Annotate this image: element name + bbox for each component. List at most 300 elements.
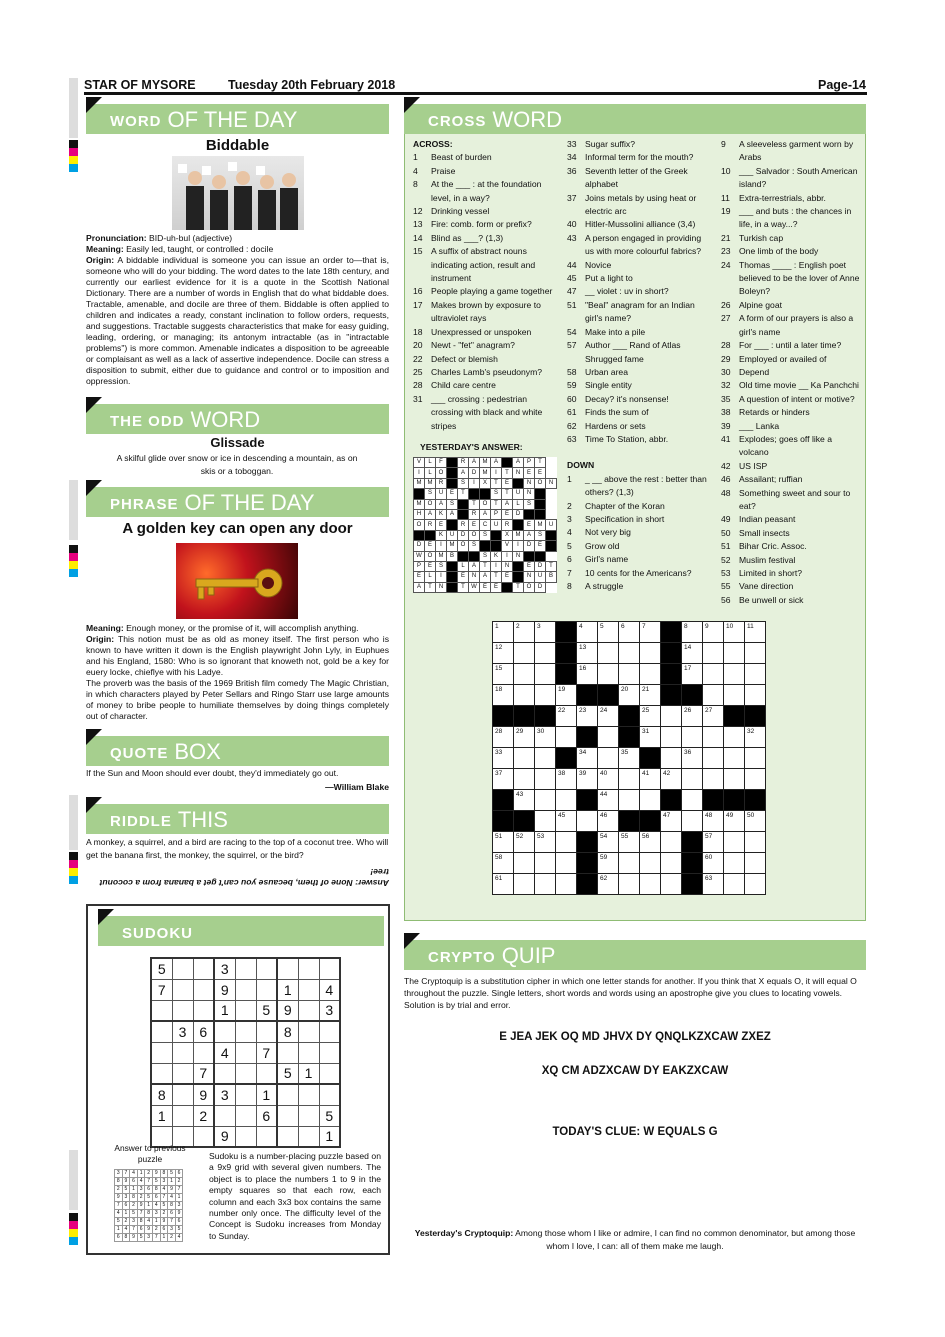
yesterday-cell: D bbox=[535, 582, 546, 592]
crossword-cell[interactable] bbox=[640, 643, 661, 664]
crossword-cell[interactable] bbox=[619, 664, 640, 685]
riddle-text: A monkey, a squirrel, and a bird are racing to the top of a coconut tree. Who will get the banana first, the monkey, the squirrel, or the bird? bbox=[86, 837, 389, 860]
crossword-cell[interactable] bbox=[556, 727, 577, 748]
crossword-cell[interactable] bbox=[724, 832, 745, 853]
crossword-cell[interactable] bbox=[535, 769, 556, 790]
crossword-cell[interactable] bbox=[745, 874, 766, 895]
crossword-cell[interactable]: 24 bbox=[598, 706, 619, 727]
banner-notch bbox=[98, 909, 114, 925]
crossword-cell[interactable] bbox=[598, 643, 619, 664]
crossword-cell[interactable] bbox=[493, 790, 514, 811]
crossword-cell[interactable] bbox=[577, 832, 598, 853]
sudoku-cell[interactable]: 5 bbox=[277, 1063, 298, 1084]
sudoku-answer-label: Answer to previous puzzle bbox=[114, 1143, 186, 1164]
crossword-cell[interactable]: 3 bbox=[535, 622, 556, 643]
sudoku-cell[interactable] bbox=[151, 1042, 172, 1063]
sudoku-cell[interactable]: 7 bbox=[193, 1063, 214, 1084]
sudoku-cell[interactable]: 1 bbox=[214, 1000, 235, 1021]
crossword-cell[interactable] bbox=[556, 622, 577, 643]
sudoku-cell[interactable] bbox=[151, 1021, 172, 1042]
crossword-cell[interactable]: 19 bbox=[556, 685, 577, 706]
crossword-cell[interactable]: 22 bbox=[556, 706, 577, 727]
sudoku-cell[interactable] bbox=[172, 1063, 193, 1084]
crossword-cell[interactable] bbox=[577, 727, 598, 748]
crossword-cell[interactable] bbox=[577, 685, 598, 706]
sudoku-cell[interactable] bbox=[277, 958, 298, 979]
crossword-cell[interactable] bbox=[556, 748, 577, 769]
crossword-cell[interactable] bbox=[682, 874, 703, 895]
crossword-cell[interactable] bbox=[661, 790, 682, 811]
crossword-cell[interactable] bbox=[556, 790, 577, 811]
crossword-cell[interactable] bbox=[661, 664, 682, 685]
sudoku-cell[interactable]: 1 bbox=[151, 1105, 172, 1126]
crossword-cell[interactable] bbox=[661, 727, 682, 748]
crossword-cell[interactable]: 53 bbox=[535, 832, 556, 853]
sudoku-cell[interactable] bbox=[193, 1126, 214, 1147]
crossword-cell[interactable]: 47 bbox=[661, 811, 682, 832]
crossword-cell[interactable]: 56 bbox=[640, 832, 661, 853]
crossword-cell[interactable] bbox=[619, 874, 640, 895]
crossword-cell[interactable] bbox=[619, 643, 640, 664]
sudoku-cell[interactable]: 9 bbox=[214, 1126, 235, 1147]
crossword-cell[interactable]: 14 bbox=[682, 643, 703, 664]
crossword-cell[interactable] bbox=[640, 748, 661, 769]
crossword-cell[interactable] bbox=[661, 685, 682, 706]
clue-item bbox=[413, 379, 558, 392]
sudoku-cell[interactable] bbox=[298, 958, 319, 979]
crossword-cell[interactable] bbox=[514, 664, 535, 685]
crossword-cell[interactable]: 63 bbox=[703, 874, 724, 895]
clue-item bbox=[721, 393, 861, 406]
crossword-cell[interactable] bbox=[514, 706, 535, 727]
sudoku-cell[interactable]: 7 bbox=[256, 1042, 277, 1063]
crossword-cell[interactable]: 18 bbox=[493, 685, 514, 706]
clue-text: Hitler-Mussolini alliance (3,4) bbox=[585, 219, 696, 230]
sudoku-cell[interactable] bbox=[172, 958, 193, 979]
crossword-cell[interactable]: 7 bbox=[640, 622, 661, 643]
crossword-cell[interactable] bbox=[556, 664, 577, 685]
sudoku-cell[interactable] bbox=[235, 1126, 256, 1147]
crossword-cell[interactable]: 57 bbox=[703, 832, 724, 853]
crossword-cell[interactable] bbox=[661, 748, 682, 769]
sudoku-cell[interactable] bbox=[256, 958, 277, 979]
crossword-cell[interactable]: 9 bbox=[703, 622, 724, 643]
crossword-cell[interactable] bbox=[514, 853, 535, 874]
sudoku-cell[interactable] bbox=[151, 1000, 172, 1021]
crossword-cell[interactable]: 43 bbox=[514, 790, 535, 811]
sudoku-cell[interactable] bbox=[214, 1063, 235, 1084]
yesterday-cell: N bbox=[524, 478, 535, 488]
sudoku-cell[interactable] bbox=[193, 979, 214, 1000]
crossword-cell[interactable]: 21 bbox=[640, 685, 661, 706]
crossword-cell[interactable] bbox=[556, 853, 577, 874]
crossword-cell[interactable] bbox=[577, 853, 598, 874]
crossword-cell[interactable]: 58 bbox=[493, 853, 514, 874]
crossword-cell[interactable] bbox=[682, 832, 703, 853]
sudoku-cell[interactable] bbox=[277, 1084, 298, 1105]
sudoku-cell[interactable] bbox=[172, 979, 193, 1000]
crossword-cell[interactable] bbox=[514, 643, 535, 664]
crossword-cell[interactable] bbox=[682, 685, 703, 706]
crossword-cell[interactable] bbox=[661, 874, 682, 895]
sudoku-cell[interactable]: 9 bbox=[214, 979, 235, 1000]
crossword-cell[interactable]: 48 bbox=[703, 811, 724, 832]
crossword-cell[interactable]: 11 bbox=[745, 622, 766, 643]
clue-text: Make into a pile bbox=[585, 326, 646, 337]
sudoku-cell[interactable]: 5 bbox=[256, 1000, 277, 1021]
crossword-cell[interactable]: 35 bbox=[619, 748, 640, 769]
sudoku-cell[interactable] bbox=[319, 1042, 340, 1063]
crossword-cell[interactable]: 25 bbox=[640, 706, 661, 727]
sudoku-cell[interactable]: 8 bbox=[277, 1021, 298, 1042]
crossword-cell[interactable] bbox=[661, 643, 682, 664]
crossword-cell[interactable] bbox=[556, 643, 577, 664]
crossword-cell[interactable]: 34 bbox=[577, 748, 598, 769]
sudoku-cell[interactable]: 9 bbox=[277, 1000, 298, 1021]
crossword-cell[interactable]: 62 bbox=[598, 874, 619, 895]
sudoku-cell[interactable] bbox=[235, 1000, 256, 1021]
crossword-cell[interactable] bbox=[640, 811, 661, 832]
crossword-cell[interactable] bbox=[745, 769, 766, 790]
sudoku-cell[interactable]: 4 bbox=[214, 1042, 235, 1063]
crossword-cell[interactable] bbox=[745, 643, 766, 664]
crossword-cell[interactable] bbox=[745, 832, 766, 853]
cryptoquip-intro: The Cryptoquip is a substitution cipher in which one letter stands for another. If you think that X equals O, it will equal O throughout the puzzle. Single letters, short words and words using an apostrophe give you clues to locating vowels. Solution is by trial and error. bbox=[404, 976, 857, 1010]
yesterday-cell: A bbox=[524, 530, 535, 540]
crossword-cell[interactable] bbox=[724, 748, 745, 769]
crossword-cell[interactable] bbox=[661, 622, 682, 643]
sudoku-cell[interactable]: 1 bbox=[298, 1063, 319, 1084]
crossword-cell[interactable]: 30 bbox=[535, 727, 556, 748]
sudoku-cell[interactable] bbox=[256, 1126, 277, 1147]
crossword-cell[interactable] bbox=[535, 706, 556, 727]
yesterday-cell: R bbox=[502, 520, 513, 530]
sudoku-cell[interactable]: 5 bbox=[151, 958, 172, 979]
sudoku-cell[interactable] bbox=[319, 1063, 340, 1084]
crossword-cell[interactable]: 39 bbox=[577, 769, 598, 790]
sudoku-cell[interactable] bbox=[277, 1105, 298, 1126]
yesterday-cell: D bbox=[513, 509, 524, 519]
sudoku-cell[interactable] bbox=[172, 1000, 193, 1021]
crossword-cell[interactable] bbox=[703, 664, 724, 685]
crossword-cell[interactable] bbox=[682, 853, 703, 874]
clue-item bbox=[567, 151, 712, 164]
crossword-cell[interactable]: 61 bbox=[493, 874, 514, 895]
crossword-cell[interactable] bbox=[619, 769, 640, 790]
sudoku-cell[interactable]: 1 bbox=[256, 1084, 277, 1105]
crossword-cell[interactable] bbox=[493, 811, 514, 832]
crossword-cell[interactable]: 8 bbox=[682, 622, 703, 643]
crossword-cell[interactable] bbox=[535, 664, 556, 685]
yesterday-cell bbox=[447, 561, 458, 571]
sudoku-cell[interactable] bbox=[235, 1042, 256, 1063]
crossword-cell[interactable] bbox=[724, 643, 745, 664]
yesterday-cell: E bbox=[447, 489, 458, 499]
sudoku-cell[interactable] bbox=[193, 1000, 214, 1021]
crossword-cell[interactable]: 13 bbox=[577, 643, 598, 664]
crossword-grid[interactable] bbox=[492, 621, 766, 895]
crossword-cell[interactable] bbox=[703, 769, 724, 790]
sudoku-cell[interactable]: 3 bbox=[319, 1000, 340, 1021]
crossword-cell[interactable]: 28 bbox=[493, 727, 514, 748]
crossword-cell[interactable] bbox=[619, 706, 640, 727]
yesterday-cell bbox=[502, 458, 513, 468]
sudoku-cell[interactable] bbox=[298, 1000, 319, 1021]
yesterday-cell: X bbox=[480, 478, 491, 488]
crossword-cell[interactable] bbox=[577, 790, 598, 811]
crossword-cell[interactable] bbox=[598, 685, 619, 706]
clue-text: Informal term for the mouth? bbox=[585, 152, 694, 163]
crossword-cell[interactable] bbox=[745, 853, 766, 874]
crossword-cell[interactable] bbox=[745, 664, 766, 685]
yesterday-cell: K bbox=[436, 509, 447, 519]
crossword-cell[interactable]: 27 bbox=[703, 706, 724, 727]
sudoku-cell[interactable] bbox=[172, 1084, 193, 1105]
crossword-cell[interactable] bbox=[724, 853, 745, 874]
crossword-cell[interactable]: 2 bbox=[514, 622, 535, 643]
sudoku-cell[interactable]: 9 bbox=[193, 1084, 214, 1105]
sudoku-cell[interactable] bbox=[277, 1126, 298, 1147]
crossword-cell[interactable]: 52 bbox=[514, 832, 535, 853]
sudoku-cell[interactable] bbox=[319, 1021, 340, 1042]
sudoku-answer-cell: 9 bbox=[160, 1218, 168, 1226]
yesterday-cell: A bbox=[425, 509, 436, 519]
sudoku-cell[interactable]: 7 bbox=[151, 979, 172, 1000]
crossword-cell[interactable] bbox=[724, 706, 745, 727]
word-of-day-body: Pronunciation: BID-uh-bul (adjective) Meaning: Easily led, taught, or controlled : docile Origin: A biddable individual is someone you can issue an order to—that is, someone who will do your bidding. The word dates to the late 18th century, and currently our earliest evidence for it is a quote in the Scottish National Dictionary. There are a number of words in English that do what biddable does. Tractable, amenable, and docile are three of them. Biddable is often applied to children and indicates a ready, constant inclination to follow orders, requests, and suggestions. Tractable suggests characteristics that make for easy guiding, leading, ordering, or managing; its antonym intractable (as in "intractable problems") is more common. Amenable indicates a disposition to be agreeable or complaisant as well as a lack of assertive independence. Docile can stress a disposition to submit, either due to guidance and control or to imposition and oppression. bbox=[86, 233, 389, 386]
sudoku-cell[interactable]: 6 bbox=[193, 1021, 214, 1042]
crossword-cell[interactable] bbox=[661, 706, 682, 727]
sudoku-cell[interactable]: 5 bbox=[319, 1105, 340, 1126]
sudoku-cell[interactable] bbox=[298, 1126, 319, 1147]
sudoku-answer-grid bbox=[114, 1169, 183, 1242]
banner-notch bbox=[86, 797, 102, 813]
crossword-cell[interactable] bbox=[724, 727, 745, 748]
crossword-cell[interactable]: 6 bbox=[619, 622, 640, 643]
clue-item bbox=[567, 232, 712, 259]
crossword-cell[interactable]: 60 bbox=[703, 853, 724, 874]
crossword-cell[interactable] bbox=[703, 643, 724, 664]
clue-number: 31 bbox=[413, 393, 423, 404]
crossword-cell[interactable] bbox=[514, 874, 535, 895]
sudoku-cell[interactable]: 3 bbox=[214, 1084, 235, 1105]
crossword-cell[interactable]: 26 bbox=[682, 706, 703, 727]
crossword-cell[interactable] bbox=[661, 832, 682, 853]
crossword-cell[interactable]: 31 bbox=[640, 727, 661, 748]
crossword-cell[interactable] bbox=[535, 685, 556, 706]
clue-text: ___ Lanka bbox=[739, 420, 780, 431]
yesterday-cell bbox=[447, 478, 458, 488]
crossword-cell[interactable] bbox=[661, 853, 682, 874]
crossword-cell[interactable] bbox=[535, 853, 556, 874]
sudoku-cell[interactable] bbox=[256, 979, 277, 1000]
crossword-cell[interactable] bbox=[514, 748, 535, 769]
sudoku-cell[interactable]: 1 bbox=[277, 979, 298, 1000]
sudoku-cell[interactable] bbox=[319, 1084, 340, 1105]
sudoku-cell[interactable] bbox=[214, 1021, 235, 1042]
sudoku-answer-cell: 4 bbox=[145, 1218, 153, 1226]
yesterday-cell: S bbox=[436, 561, 447, 571]
sudoku-cell[interactable] bbox=[235, 1084, 256, 1105]
crossword-cell[interactable]: 10 bbox=[724, 622, 745, 643]
sudoku-cell[interactable] bbox=[193, 1042, 214, 1063]
sudoku-cell[interactable] bbox=[235, 1105, 256, 1126]
crossword-cell[interactable] bbox=[745, 706, 766, 727]
crossword-cell[interactable] bbox=[598, 748, 619, 769]
clue-number: 51 bbox=[567, 299, 577, 310]
clue-item bbox=[567, 259, 712, 272]
crossword-cell[interactable]: 42 bbox=[661, 769, 682, 790]
crossword-cell[interactable] bbox=[703, 727, 724, 748]
crossword-cell[interactable] bbox=[535, 790, 556, 811]
crossword-cell[interactable] bbox=[556, 832, 577, 853]
crossword-cell[interactable] bbox=[682, 727, 703, 748]
crossword-cell[interactable] bbox=[640, 874, 661, 895]
crossword-cell[interactable] bbox=[535, 748, 556, 769]
crossword-cell[interactable] bbox=[745, 748, 766, 769]
crossword-cell[interactable] bbox=[703, 748, 724, 769]
across-title: ACROSS: bbox=[413, 139, 453, 149]
sudoku-cell[interactable] bbox=[256, 1063, 277, 1084]
banner-notch bbox=[86, 97, 102, 113]
sudoku-cell[interactable] bbox=[214, 1105, 235, 1126]
crossword-cell[interactable] bbox=[619, 853, 640, 874]
crossword-cell[interactable] bbox=[640, 790, 661, 811]
crossword-cell[interactable]: 49 bbox=[724, 811, 745, 832]
crossword-cell[interactable]: 36 bbox=[682, 748, 703, 769]
crossword-cell[interactable] bbox=[745, 685, 766, 706]
crossword-cell[interactable] bbox=[577, 874, 598, 895]
crossword-cell[interactable] bbox=[682, 790, 703, 811]
sudoku-cell[interactable]: 4 bbox=[319, 979, 340, 1000]
crossword-cell[interactable]: 15 bbox=[493, 664, 514, 685]
crossword-cell[interactable]: 32 bbox=[745, 727, 766, 748]
crossword-cell[interactable]: 5 bbox=[598, 622, 619, 643]
crossword-cell[interactable]: 4 bbox=[577, 622, 598, 643]
sudoku-cell[interactable] bbox=[235, 958, 256, 979]
crossword-cell[interactable] bbox=[724, 790, 745, 811]
down-col-3 bbox=[721, 138, 861, 607]
clue-text: Turkish cap bbox=[739, 232, 784, 243]
sudoku-answer-cell: 2 bbox=[145, 1170, 153, 1178]
crossword-cell[interactable]: 33 bbox=[493, 748, 514, 769]
sudoku-cell[interactable]: 3 bbox=[214, 958, 235, 979]
crossword-cell[interactable] bbox=[724, 769, 745, 790]
sudoku-cell[interactable]: 2 bbox=[193, 1105, 214, 1126]
clue-text: Extra-terrestrials, abbr. bbox=[739, 192, 826, 203]
sudoku-cell[interactable] bbox=[256, 1021, 277, 1042]
yesterday-cell: E bbox=[491, 582, 502, 592]
crossword-cell[interactable]: 54 bbox=[598, 832, 619, 853]
crossword-cell[interactable] bbox=[514, 685, 535, 706]
crossword-cell[interactable] bbox=[619, 790, 640, 811]
crossword-cell[interactable]: 50 bbox=[745, 811, 766, 832]
crossword-cell[interactable]: 51 bbox=[493, 832, 514, 853]
crossword-cell[interactable]: 23 bbox=[577, 706, 598, 727]
crossword-cell[interactable] bbox=[724, 664, 745, 685]
crossword-cell[interactable] bbox=[535, 643, 556, 664]
sudoku-cell[interactable] bbox=[172, 1042, 193, 1063]
crossword-cell[interactable] bbox=[745, 790, 766, 811]
crossword-cell[interactable]: 1 bbox=[493, 622, 514, 643]
sudoku-cell[interactable]: 3 bbox=[172, 1021, 193, 1042]
crossword-cell[interactable] bbox=[682, 769, 703, 790]
crossword-cell[interactable]: 59 bbox=[598, 853, 619, 874]
crossword-cell[interactable] bbox=[703, 685, 724, 706]
crossword-cell[interactable] bbox=[535, 874, 556, 895]
sudoku-cell[interactable]: 6 bbox=[256, 1105, 277, 1126]
crossword-cell[interactable] bbox=[724, 874, 745, 895]
crossword-cell[interactable] bbox=[640, 664, 661, 685]
crossword-cell[interactable]: 37 bbox=[493, 769, 514, 790]
clue-text: Author ___ Rand of Atlas Shrugged fame bbox=[585, 340, 681, 364]
clue-text: A struggle bbox=[585, 581, 624, 591]
sudoku-cell[interactable] bbox=[235, 1021, 256, 1042]
crossword-cell[interactable] bbox=[682, 811, 703, 832]
sudoku-cell[interactable] bbox=[319, 958, 340, 979]
crossword-cell[interactable]: 20 bbox=[619, 685, 640, 706]
crossword-cell[interactable]: 17 bbox=[682, 664, 703, 685]
sudoku-cell[interactable]: 8 bbox=[151, 1084, 172, 1105]
sudoku-answer-cell: 4 bbox=[137, 1178, 145, 1186]
crossword-cell[interactable] bbox=[535, 811, 556, 832]
crossword-cell[interactable] bbox=[703, 790, 724, 811]
crossword-cell[interactable]: 55 bbox=[619, 832, 640, 853]
sudoku-cell[interactable] bbox=[151, 1063, 172, 1084]
crossword-cell[interactable]: 16 bbox=[577, 664, 598, 685]
crossword-cell[interactable] bbox=[598, 664, 619, 685]
crossword-cell[interactable] bbox=[556, 874, 577, 895]
clue-number: 28 bbox=[413, 380, 423, 391]
sudoku-cell[interactable] bbox=[298, 1105, 319, 1126]
sudoku-cell[interactable] bbox=[298, 1042, 319, 1063]
crossword-cell[interactable]: 41 bbox=[640, 769, 661, 790]
crossword-cell[interactable]: 40 bbox=[598, 769, 619, 790]
sudoku-cell[interactable] bbox=[193, 958, 214, 979]
sudoku-cell[interactable] bbox=[277, 1042, 298, 1063]
crossword-cell[interactable]: 29 bbox=[514, 727, 535, 748]
sudoku-cell[interactable] bbox=[298, 1084, 319, 1105]
crossword-cell[interactable]: 46 bbox=[598, 811, 619, 832]
crossword-cell[interactable] bbox=[514, 811, 535, 832]
page-number: Page-14 bbox=[818, 78, 866, 92]
crossword-cell[interactable]: 12 bbox=[493, 643, 514, 664]
crossword-cell[interactable] bbox=[619, 811, 640, 832]
clue-text: ___ Salvador : South American island? bbox=[739, 165, 858, 190]
clue-item bbox=[721, 580, 861, 593]
crossword-cell[interactable] bbox=[598, 727, 619, 748]
crossword-cell[interactable]: 38 bbox=[556, 769, 577, 790]
sudoku-cell[interactable] bbox=[298, 979, 319, 1000]
clue-item bbox=[567, 567, 712, 580]
crossword-cell[interactable] bbox=[640, 853, 661, 874]
crossword-cell[interactable] bbox=[619, 727, 640, 748]
sudoku-cell[interactable] bbox=[235, 1063, 256, 1084]
crossword-cell[interactable] bbox=[577, 811, 598, 832]
sudoku-grid[interactable] bbox=[150, 957, 341, 1148]
crossword-cell[interactable] bbox=[514, 769, 535, 790]
sudoku-cell[interactable] bbox=[172, 1105, 193, 1126]
crossword-cell[interactable]: 44 bbox=[598, 790, 619, 811]
crossword-cell[interactable]: 45 bbox=[556, 811, 577, 832]
crossword-cell[interactable] bbox=[493, 706, 514, 727]
sudoku-cell[interactable] bbox=[235, 979, 256, 1000]
yesterday-cell: M bbox=[414, 499, 425, 509]
clue-text: Limited in short? bbox=[739, 568, 803, 578]
sudoku-cell[interactable]: 1 bbox=[319, 1126, 340, 1147]
crossword-cell[interactable] bbox=[724, 685, 745, 706]
sudoku-cell[interactable] bbox=[298, 1021, 319, 1042]
